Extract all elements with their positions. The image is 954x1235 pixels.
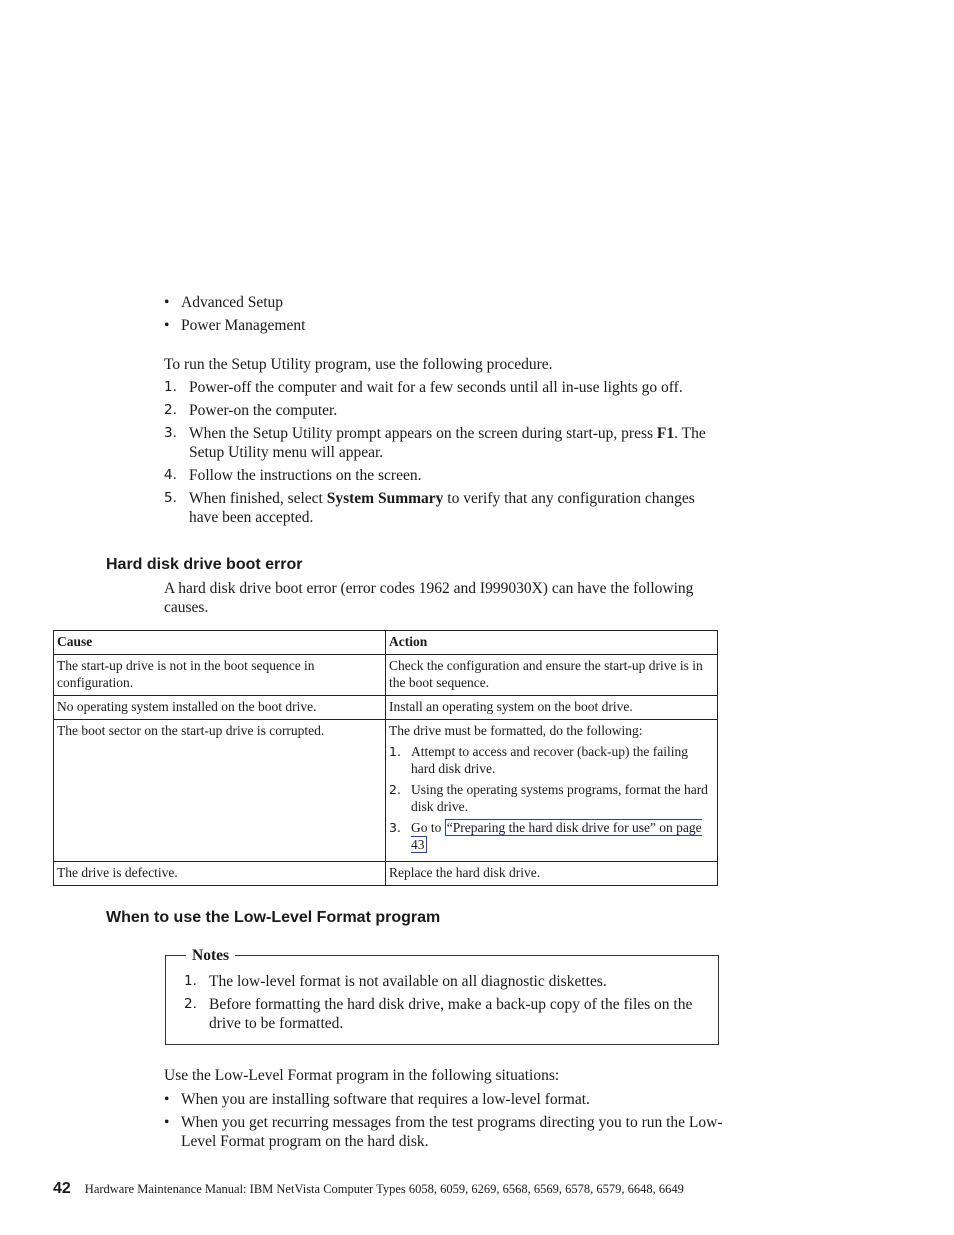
action-step-text [411, 819, 714, 853]
list-item [164, 1113, 724, 1151]
list-item [164, 316, 724, 335]
step-text [189, 424, 724, 462]
llf-use-intro: Use the Low-Level Format program in the following situations: [164, 1067, 560, 1084]
action-cell [386, 720, 718, 862]
step-item [164, 378, 724, 397]
step-number: 1. [164, 379, 177, 395]
note-item [184, 972, 704, 991]
step-item [164, 401, 724, 420]
cause-action-table [53, 630, 718, 886]
list-item-text: Power Management [181, 317, 306, 334]
hdd-boot-error-description: A hard disk drive boot error (error codes 1962 and I999030X) can have the following causes. [164, 580, 694, 616]
action-step-number: 3. [389, 820, 401, 835]
action-cell: Install an operating system on the boot drive. [386, 696, 718, 720]
action-step-text-part: Go to [411, 820, 445, 835]
note-number: 1. [184, 973, 197, 989]
action-cell: Replace the hard disk drive. [386, 862, 718, 886]
table-header-row [54, 631, 718, 655]
action-step-text: Attempt to access and recover (back-up) the failing hard disk drive. [411, 744, 689, 776]
column-header-action: Action [386, 631, 718, 655]
step-text: Power-off the computer and wait for a few seconds until all in-use lights go off. [189, 379, 683, 396]
setup-procedure-steps [164, 378, 724, 531]
step-text: Follow the instructions on the screen. [189, 467, 422, 484]
bullet-icon: • [164, 1091, 170, 1108]
action-cell: Check the configuration and ensure the start-up drive is in the boot sequence. [386, 655, 718, 696]
step-number: 5. [164, 490, 177, 506]
action-step [389, 743, 714, 777]
step-number: 4. [164, 467, 177, 483]
list-item-text: When you get recurring messages from the test programs directing you to run the Low-Level Format program on the hard disk. [181, 1114, 723, 1150]
action-steps [389, 743, 714, 853]
hdd-boot-error-heading: Hard disk drive boot error [106, 556, 303, 573]
action-step [389, 781, 714, 815]
list-item-text: Advanced Setup [181, 294, 284, 311]
note-text: The low-level format is not available on all diagnostic diskettes. [209, 973, 607, 990]
action-step-number: 2. [389, 782, 401, 797]
step-item [164, 466, 724, 485]
table-row [54, 696, 718, 720]
footer-text: Hardware Maintenance Manual: IBM NetVista Computer Types 6058, 6059, 6269, 6568, 6569, 6578, 6579, 6648, 6649 [84, 1182, 684, 1196]
step-number: 3. [164, 425, 177, 441]
cause-cell: The boot sector on the start-up drive is corrupted. [54, 720, 386, 862]
step-number: 2. [164, 402, 177, 418]
table-row [54, 862, 718, 886]
notes-title: Notes [186, 947, 235, 965]
step-text-part: . The Setup Utility menu will appear. [189, 425, 706, 461]
step-text-part: When the Setup Utility prompt appears on the screen during start-up, press [189, 425, 657, 442]
list-item [164, 293, 724, 312]
llf-situations-list [164, 1090, 724, 1155]
table-row [54, 655, 718, 696]
key-name: F1 [656, 425, 675, 442]
action-step [389, 819, 714, 853]
setup-menu-bullet-list [164, 293, 724, 339]
step-text [189, 489, 724, 527]
bullet-icon: • [164, 317, 170, 334]
cause-cell: No operating system installed on the boot drive. [54, 696, 386, 720]
table-row [54, 720, 718, 862]
menu-option-name: System Summary [326, 490, 444, 507]
column-header-cause: Cause [54, 631, 386, 655]
step-item [164, 424, 724, 462]
low-level-format-heading: When to use the Low-Level Format program [106, 909, 441, 926]
notes-box [165, 947, 719, 1045]
cross-reference-link[interactable]: “Preparing the hard disk drive for use” on page 43 [411, 820, 702, 852]
cause-cell: The start-up drive is not in the boot sequence in configuration. [54, 655, 386, 696]
action-step-text: Using the operating systems programs, format the hard disk drive. [411, 782, 708, 814]
note-number: 2. [184, 996, 197, 1012]
step-text: Power-on the computer. [189, 402, 338, 419]
action-step-number: 1. [389, 744, 401, 759]
step-text-part: When finished, select [189, 490, 327, 507]
note-item [184, 995, 704, 1033]
list-item [164, 1090, 724, 1109]
setup-intro-paragraph: To run the Setup Utility program, use the following procedure. [164, 356, 553, 373]
list-item-text: When you are installing software that requires a low-level format. [181, 1091, 590, 1108]
page-number: 42 [53, 1180, 71, 1197]
cause-cell: The drive is defective. [54, 862, 386, 886]
note-text: Before formatting the hard disk drive, make a back-up copy of the files on the drive to be formatted. [209, 996, 693, 1032]
bullet-icon: • [164, 1114, 170, 1131]
step-item [164, 489, 724, 527]
notes-list [184, 972, 704, 1037]
action-intro: The drive must be formatted, do the following: [389, 723, 643, 738]
page-footer [53, 1178, 733, 1200]
step-text-part: to verify that any configuration changes have been accepted. [189, 490, 695, 526]
bullet-icon: • [164, 294, 170, 311]
